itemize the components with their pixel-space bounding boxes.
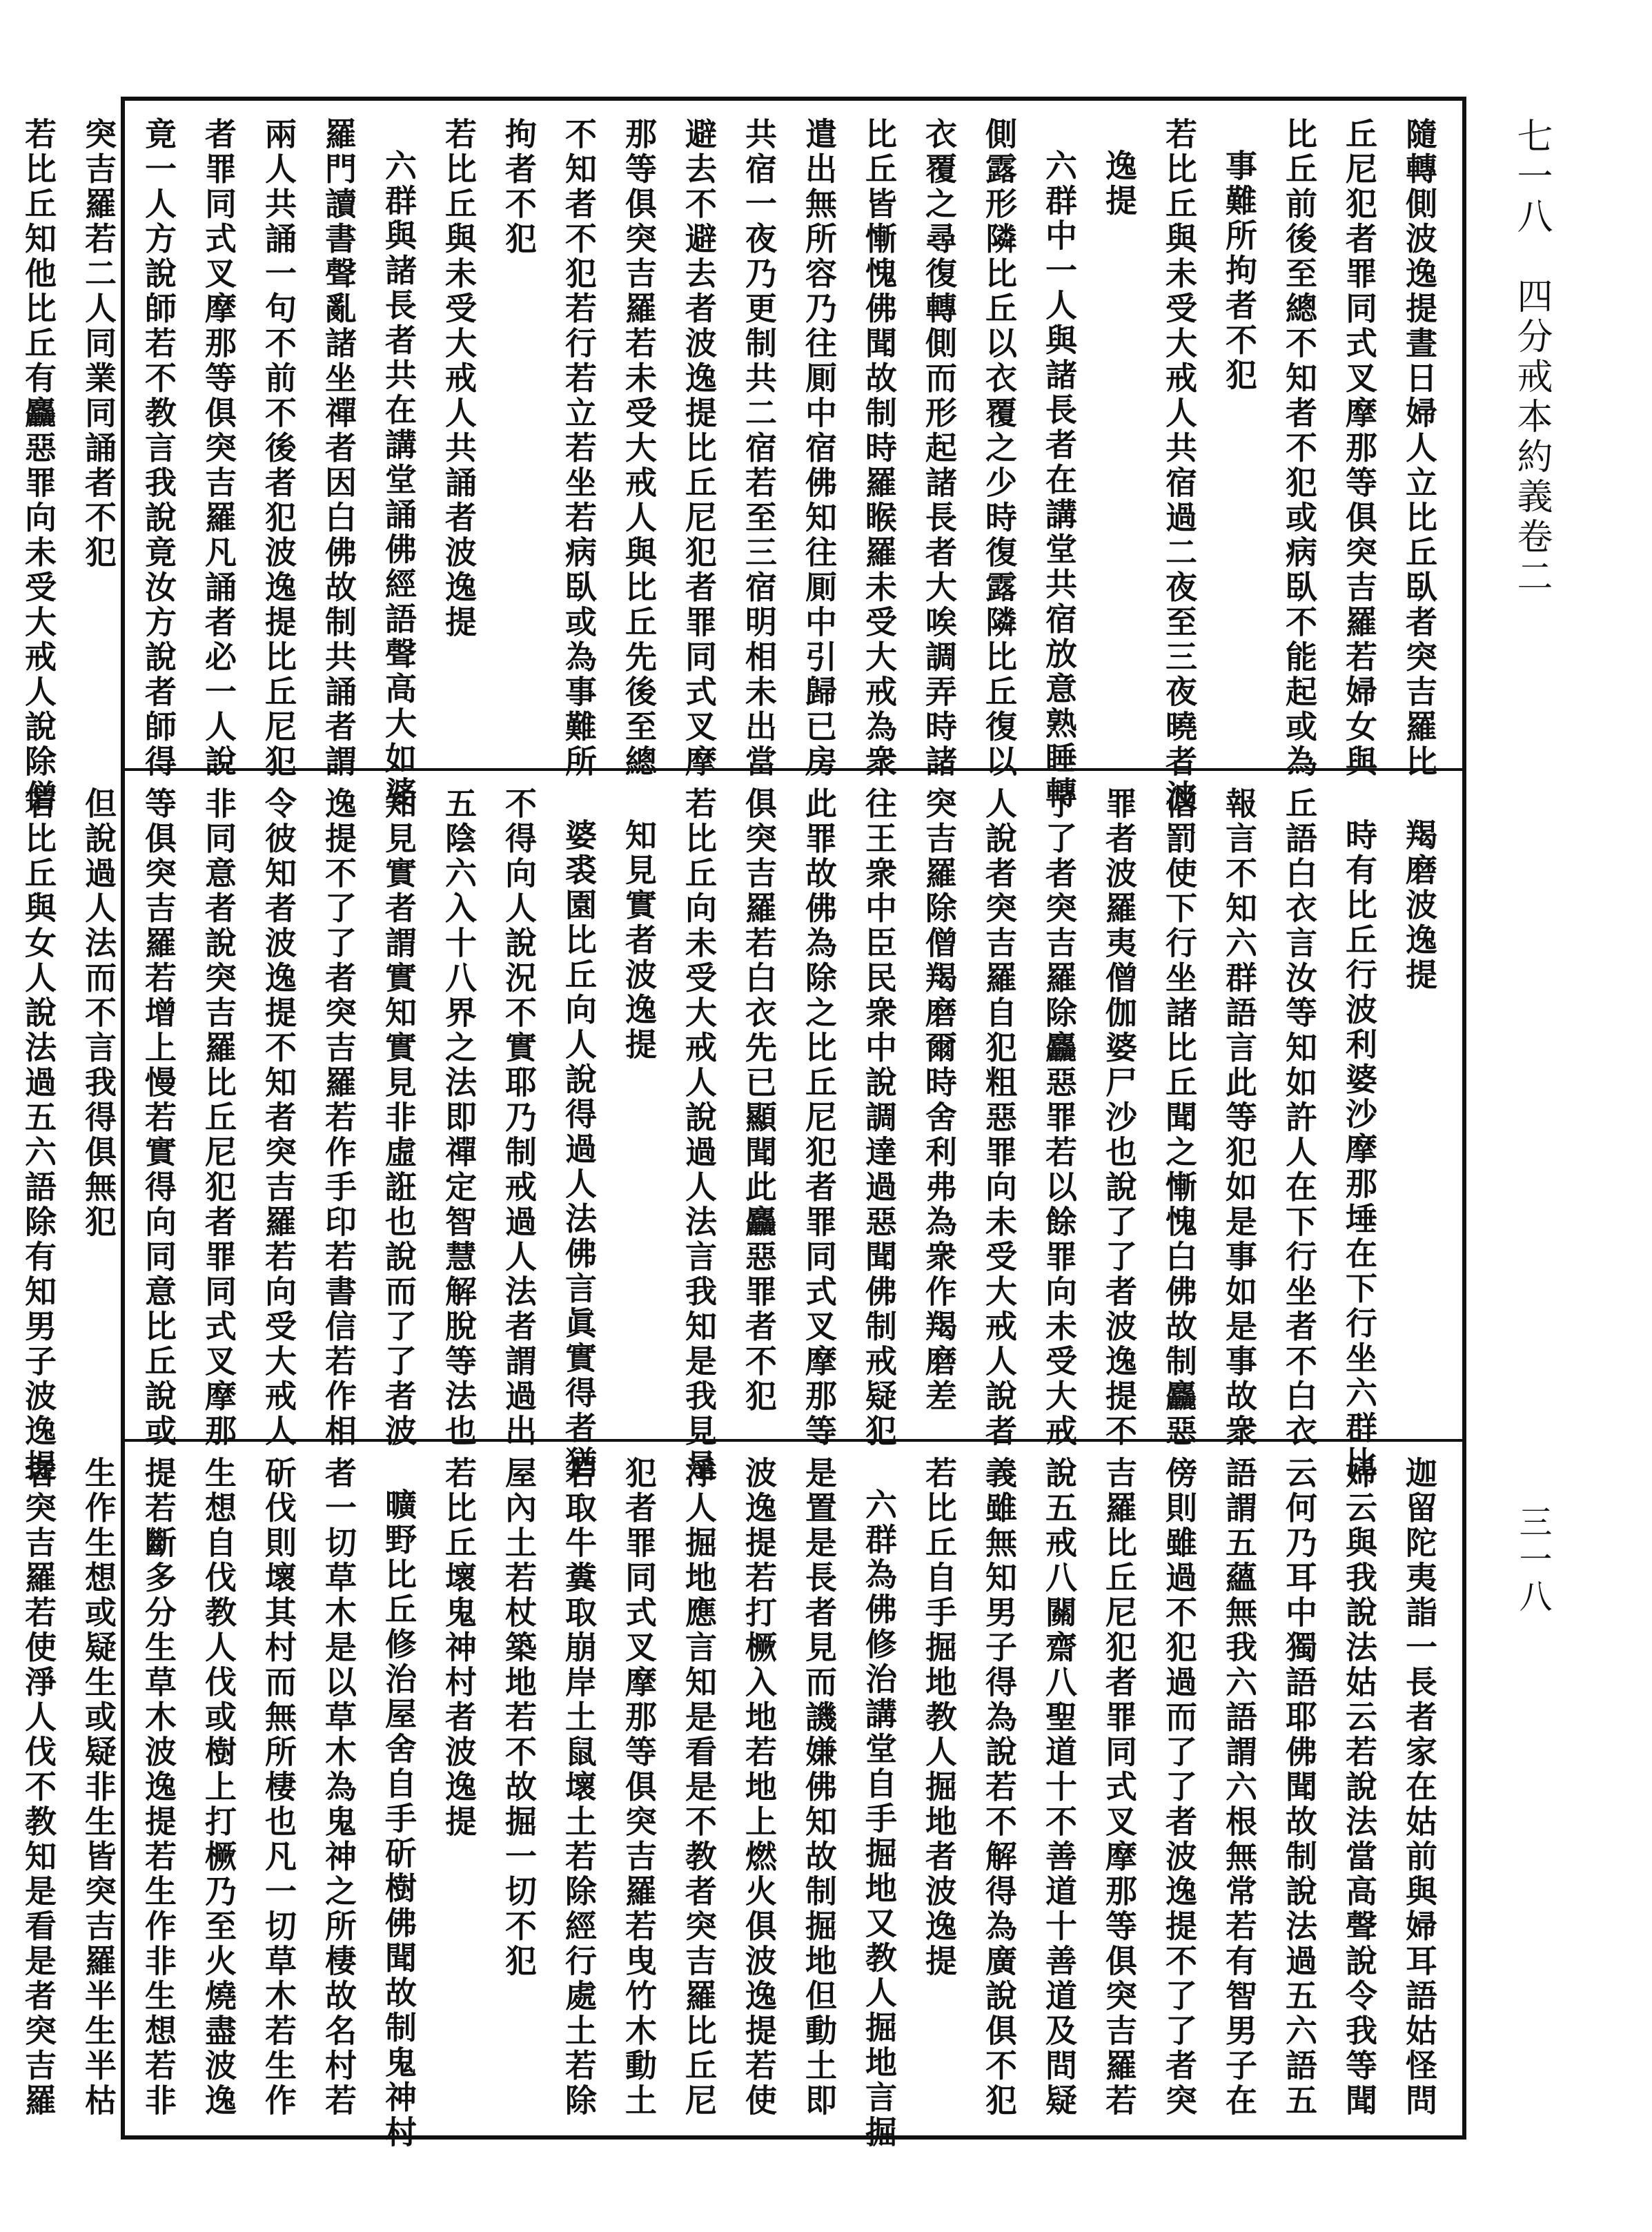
text-column: 曠野比丘修治屋舍自手斫樹佛聞故制鬼神村 [380, 1488, 417, 2151]
text-column: 比丘皆慚愧佛聞故制時羅睺羅未受大戒為衆 [861, 117, 898, 780]
text-column: 屋內土若杖築地若不故掘一切不犯 [500, 1456, 538, 1979]
text-column: 遣出無所容乃往厠中宿佛知往厠中引歸已房 [800, 117, 838, 780]
text-column: 突吉羅除僧羯磨爾時舍利弗為衆作羯磨差 [921, 787, 958, 1414]
text-column: 罪者波羅夷僧伽婆尸沙也說了了者波逸提不 [1101, 787, 1138, 1449]
text-column: 若取牛糞取崩岸土鼠壞土若除經行處土若除 [560, 1456, 598, 2119]
text-column: 逸提 [1101, 149, 1138, 219]
text-column: 竟一人方說師若不教言我說竟汝方說者師得 [140, 117, 177, 780]
text-column: 那等俱突吉羅若未受大戒人與比丘先後至總 [620, 117, 658, 780]
text-column: 兩人共誦一句不前不後者犯波逸提比丘尼犯 [260, 117, 297, 780]
text-panel-bottom [20, 1456, 1449, 2151]
text-column: 拘者不犯 [500, 117, 538, 257]
text-column: 比丘前後至總不知者不犯或病臥不能起或為 [1281, 117, 1318, 780]
text-column: 吉羅比丘尼犯者罪同式叉摩那等俱突吉羅若 [1101, 1456, 1138, 2119]
text-column: 若比丘壞鬼神村者波逸提 [440, 1456, 478, 1840]
page-number: 三一八 [1513, 1505, 1552, 1616]
text-column: 者罪同式叉摩那等俱突吉羅凡誦者必一人說 [200, 117, 237, 780]
text-column: 者突吉羅若使淨人伐不教知是看是者突吉羅 [20, 1456, 57, 2119]
text-column: 往王衆中臣民衆中說調達過惡聞佛制戒疑犯 [861, 787, 898, 1449]
text-column: 丘尼犯者罪同式叉摩那等俱突吉羅若婦女與 [1341, 117, 1378, 780]
text-column: 若比丘與未受大戒人共宿過二夜至三夜曉者波 [1161, 117, 1198, 814]
text-column: 語謂五蘊無我六語謂六根無常若有智男子在 [1221, 1456, 1258, 2119]
text-column: 羯磨波逸提 [1401, 819, 1438, 993]
text-column: 不知者不犯若行若立若坐若病臥或為事難所 [560, 117, 598, 780]
text-column: 義雖無知男子得為說若不解得為廣說俱不犯 [981, 1456, 1018, 2119]
text-column: 令彼知者波逸提不知者突吉羅若向受大戒人 [260, 787, 297, 1449]
text-column: 知見實者波逸提 [620, 819, 658, 1063]
text-column: 知見實者謂實知實見非虛誑也說而了了者波 [380, 787, 417, 1449]
text-column: 淨人掘地應言知是看是不教者突吉羅比丘尼 [680, 1456, 718, 2119]
text-column: 等俱突吉羅若增上慢若實得向同意比丘說或 [140, 787, 177, 1449]
text-column: 婦云與我說法姑云若說法當高聲說令我等聞 [1341, 1456, 1378, 2119]
text-column: 提若斷多分生草木波逸提若生作非生想若非 [140, 1456, 177, 2119]
text-column: 共宿一夜乃更制共二宿若至三宿明相未出當 [740, 117, 778, 780]
text-column: 側露形隣比丘以衣覆之少時復露隣比丘復以 [981, 117, 1018, 780]
text-column: 非同意者說突吉羅比丘尼犯者罪同式叉摩那 [200, 787, 237, 1449]
text-column: 犯者罪同式叉摩那等俱突吉羅若曳竹木動土 [620, 1456, 658, 2119]
text-column: 衣覆之尋復轉側而形起諸長者大唉調弄時諸 [921, 117, 958, 780]
text-column: 云何乃耳中獨語耶佛聞故制說法過五六語五 [1281, 1456, 1318, 2119]
text-column: 時有比丘行波利婆沙摩那埵在下行坐六群比 [1341, 819, 1378, 1481]
text-column: 人說者突吉羅自犯粗惡罪向未受大戒人說者 [981, 787, 1018, 1449]
text-column: 六群與諸長者共在講堂誦佛經語聲高大如婆 [380, 149, 417, 812]
text-column: 若比丘自手掘地教人掘地者波逸提 [921, 1456, 958, 1979]
text-column: 隨轉側波逸提晝日婦人立比丘臥者突吉羅比 [1401, 117, 1438, 780]
text-column: 說五戒八關齋八聖道十不善道十善道及問疑 [1041, 1456, 1078, 2119]
text-column: 若比丘與女人說法過五六語除有知男子波逸提 [20, 787, 57, 1484]
running-header: 七一八 四分戒本約義卷二 [1511, 117, 1552, 598]
text-column: 是置是長者見而譏嫌佛知故制掘地但動土即 [800, 1456, 838, 2119]
text-column: 傍則雖過不犯過而了了者波逸提不了了者突 [1161, 1456, 1198, 2119]
text-column: 事難所拘者不犯 [1221, 149, 1258, 393]
text-panel-middle [20, 787, 1449, 1484]
text-column: 若比丘知他比丘有麤惡罪向未受大戒人說除僧 [20, 117, 57, 814]
text-column: 若比丘與未受大戒人共誦者波逸提 [440, 117, 478, 640]
text-column: 俱突吉羅若白衣先已顯聞此麤惡罪者不犯 [740, 787, 778, 1414]
text-column: 迦留陀夷詣一長者家在姑前與婦耳語姑怪問 [1401, 1456, 1438, 2119]
text-column: 波逸提若打橛入地若地上燃火俱波逸提若使 [740, 1456, 778, 2119]
text-column: 僧罰使下行坐諸比丘聞之慚愧白佛故制麤惡 [1161, 787, 1198, 1449]
text-column: 但說過人法而不言我得俱無犯 [80, 787, 117, 1240]
text-column: 婆裘園比丘向人說得過人法佛言眞實得者猶 [560, 819, 598, 1481]
text-column: 六群中一人與諸長者在講堂共宿放意熟睡轉 [1041, 149, 1078, 812]
text-column: 了了者突吉羅除麤惡罪若以餘罪向未受大戒 [1041, 787, 1078, 1449]
text-column: 生想自伐教人伐或樹上打橛乃至火燒盡波逸 [200, 1456, 237, 2119]
text-column: 斫伐則壞其村而無所棲也凡一切草木若生作 [260, 1456, 297, 2119]
text-column: 者一切草木是以草木為鬼神之所棲故名村若 [320, 1456, 357, 2119]
text-column: 避去不避去者波逸提比丘尼犯者罪同式叉摩 [680, 117, 718, 780]
text-column: 五陰六入十八界之法即禪定智慧解脫等法也 [440, 787, 478, 1449]
text-column: 逸提不了了者突吉羅若作手印若書信若作相 [320, 787, 357, 1449]
text-column: 生作生想或疑生或疑非生皆突吉羅半生半枯 [80, 1456, 117, 2119]
text-column: 此罪故佛為除之比丘尼犯者罪同式叉摩那等 [800, 787, 838, 1449]
text-column: 不得向人說況不實耶乃制戒過人法者謂過出 [500, 787, 538, 1449]
text-column: 若比丘向未受大戒人說過人法言我知是我見是 [680, 787, 718, 1484]
text-column: 六群為佛修治講堂自手掘地又教人掘地言掘 [861, 1488, 898, 2151]
text-panel-top [20, 117, 1449, 814]
text-column: 突吉羅若二人同業同誦者不犯 [80, 117, 117, 571]
text-column: 羅門讀書聲亂諸坐禪者因白佛故制共誦者謂 [320, 117, 357, 780]
text-column: 丘語白衣言汝等知如許人在下行坐者不白衣 [1281, 787, 1318, 1449]
text-column: 報言不知六群語言此等犯如是事如是事故衆 [1221, 787, 1258, 1449]
